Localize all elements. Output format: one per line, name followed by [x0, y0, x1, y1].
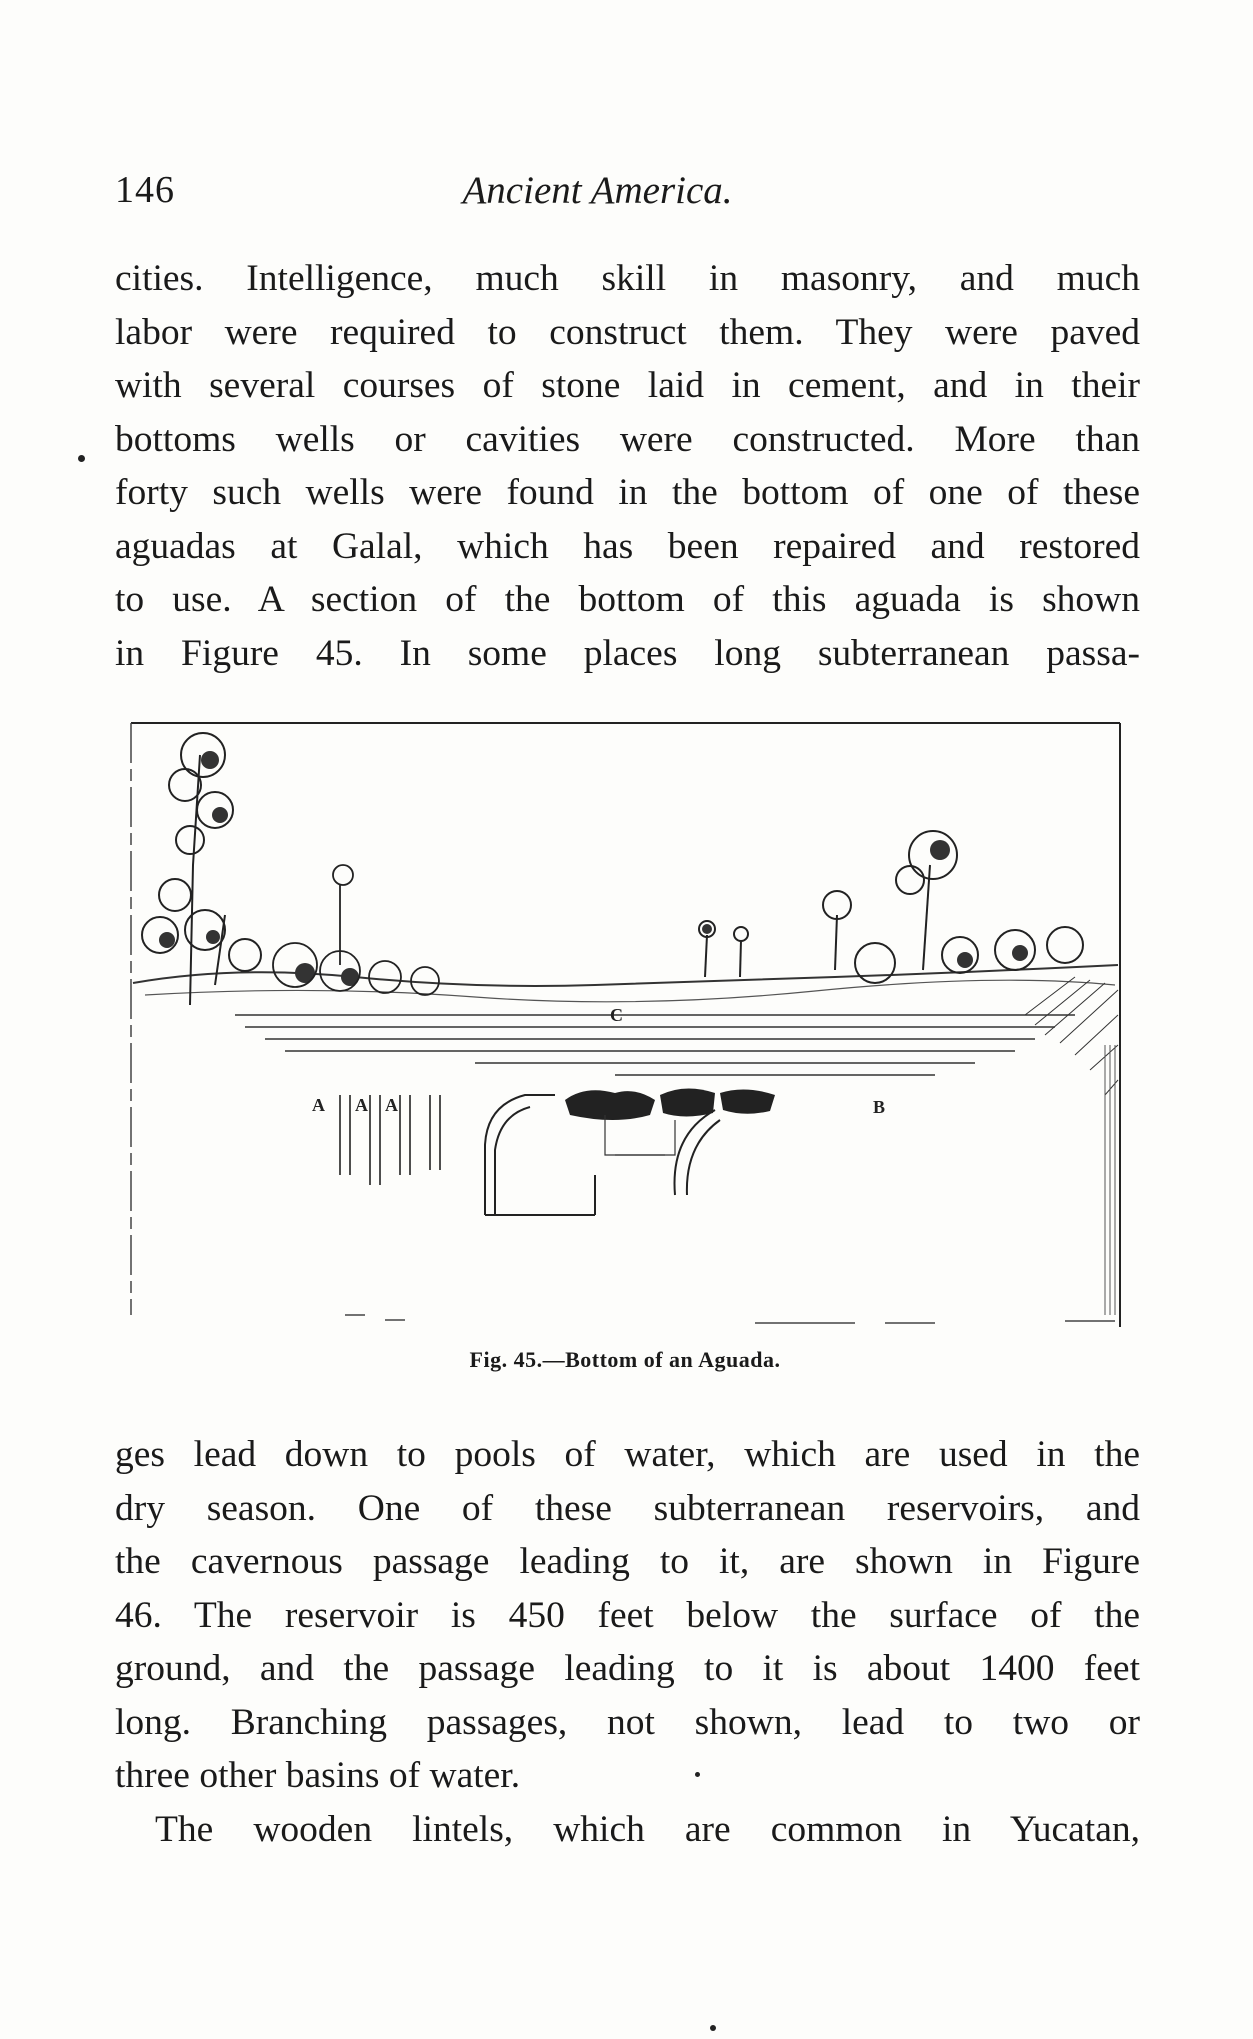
left-trees — [142, 733, 261, 1005]
label-a3: A — [385, 1095, 398, 1115]
text-line: the cavernous passage leading to it, are shown in Figure — [115, 1541, 1140, 1582]
print-speck — [695, 1772, 700, 1777]
aguada-illustration — [115, 715, 1135, 1340]
text-line: ground, and the passage leading to it is about 1400 feet — [115, 1648, 1140, 1689]
text-line: forty such wells were found in the bottom of one of these — [115, 472, 1140, 513]
water-surface — [235, 1015, 1075, 1075]
text-line: with several courses of stone laid in cement, and in their — [115, 365, 1140, 406]
cistern-outline — [605, 1115, 675, 1155]
paragraph-2 — [115, 1428, 1140, 1856]
text-line: cities. Intelligence, much skill in masonry, and much — [115, 258, 1140, 299]
print-speck — [78, 455, 85, 462]
right-trees — [699, 831, 1083, 983]
label-a1: A — [312, 1095, 325, 1115]
ground-marks — [345, 1315, 1115, 1323]
paragraph-3-line: The wooden lintels, which are common in Yucatan, — [155, 1808, 1140, 1850]
text-line: bottoms wells or cavities were constructed. More than — [115, 418, 1140, 460]
text-line: labor were required to construct them. They were paved — [115, 311, 1140, 353]
figure-45 — [115, 715, 1135, 1372]
text-line: ges lead down to pools of water, which are used in the — [115, 1434, 1140, 1475]
page-number: 146 — [115, 169, 175, 211]
print-speck — [710, 2025, 716, 2031]
label-c: C — [610, 1005, 623, 1025]
text-line: aguadas at Galal, which has been repaired and restored — [115, 525, 1140, 567]
text-line: 46. The reservoir is 450 feet below the surface of the — [115, 1594, 1140, 1636]
right-foliage — [702, 840, 1028, 968]
label-b: B — [873, 1097, 886, 1117]
text-line: three other basins of water. — [115, 1755, 521, 1796]
stone-courses-b — [565, 1088, 775, 1120]
left-foliage — [159, 751, 359, 986]
text-line: to use. A section of the bottom of this aguada is shown — [115, 579, 1140, 620]
text-line: dry season. One of these subterranean reservoirs, and — [115, 1487, 1140, 1529]
text-line: long. Branching passages, not shown, lead to two or — [115, 1701, 1140, 1743]
figure-caption: Fig. 45.—Bottom of an Aguada. — [469, 1347, 781, 1372]
paragraph-1 — [115, 252, 1140, 680]
right-bank-hatch — [1025, 977, 1118, 1095]
label-a2: A — [355, 1095, 368, 1115]
running-title: Ancient America. — [462, 169, 733, 212]
text-line: in Figure 45. In some places long subterranean passa- — [115, 632, 1140, 674]
page-header — [115, 168, 1140, 218]
